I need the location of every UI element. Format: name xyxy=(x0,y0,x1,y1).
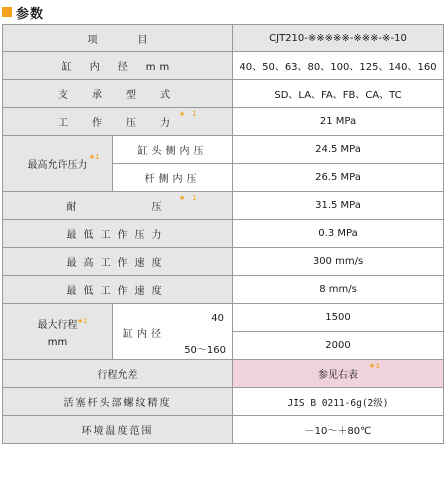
min-speed-label: 最低工作速度 xyxy=(3,276,233,304)
max-pressure-group-cell xyxy=(3,136,113,192)
temperature-label: 环境温度范围 xyxy=(3,416,233,444)
table-row xyxy=(3,388,444,416)
rod-side-pressure-value: 26.5 MPa xyxy=(233,164,444,192)
stroke-tolerance-cell xyxy=(233,360,444,388)
bore-value: 40、50、63、80、100、125、140、160 xyxy=(233,52,444,80)
header-item-cell xyxy=(3,25,233,52)
section-title: 参数 xyxy=(16,6,45,22)
orange-square-icon xyxy=(2,7,12,17)
table-row xyxy=(3,276,444,304)
max-speed-label: 最高工作速度 xyxy=(3,248,233,276)
stroke-bore-label: 缸内径 xyxy=(123,329,165,340)
table-row xyxy=(3,52,444,80)
rod-side-pressure-label: 杆侧内压 xyxy=(113,164,233,192)
min-pressure-value: 0.3 MPa xyxy=(233,220,444,248)
note-star-1: ★1 xyxy=(179,194,204,202)
table-row xyxy=(3,220,444,248)
parameter-table xyxy=(2,24,444,444)
working-pressure-label: 工 作 压 力 xyxy=(58,118,177,129)
stroke-tolerance-label: 行程允差 xyxy=(3,360,233,388)
note-star-1: ★1 xyxy=(179,110,204,118)
table-header-row xyxy=(3,25,444,52)
section-header xyxy=(2,2,44,22)
thread-precision-label: 活塞杆头部螺纹精度 xyxy=(3,388,233,416)
table-row xyxy=(3,360,444,388)
proof-pressure-label: 耐 压 xyxy=(66,202,169,213)
working-pressure-cell xyxy=(3,108,233,136)
stroke-bore-small: 40 xyxy=(211,313,224,324)
working-pressure-value: 21 MPa xyxy=(233,108,444,136)
stroke-bore-cell xyxy=(113,304,233,360)
proof-pressure-value: 31.5 MPa xyxy=(233,192,444,220)
mount-value: SD、LA、FA、FB、CA、TC xyxy=(233,80,444,108)
mount-label: 支 承 型 式 xyxy=(3,80,233,108)
header-model-cell xyxy=(233,25,444,52)
note-star-3: ★3 xyxy=(369,362,380,370)
note-star-2: ★2 xyxy=(77,317,88,325)
proof-pressure-cell xyxy=(3,192,233,220)
min-pressure-label: 最低工作压力 xyxy=(3,220,233,248)
max-pressure-group-label: 最高允许压力 xyxy=(27,160,88,171)
stroke-value-small-bore: 1500 xyxy=(233,304,444,332)
table-row xyxy=(3,136,444,164)
temperature-value: －10～＋80℃ xyxy=(233,416,444,444)
head-side-pressure-value: 24.5 MPa xyxy=(233,136,444,164)
stroke-value-large-bore: 2000 xyxy=(233,332,444,360)
header-item-label: 项 目 xyxy=(87,34,148,46)
model-code: CJT210-※※※※※-※※※-※-10 xyxy=(269,32,407,44)
bore-label: 缸 内 径 mm xyxy=(3,52,233,80)
min-speed-value: 8 mm/s xyxy=(233,276,444,304)
stroke-tolerance-value: 参见右表 xyxy=(318,370,358,381)
max-stroke-group-label: 最大行程 xyxy=(37,319,78,331)
note-star-1: ★1 xyxy=(89,153,100,161)
head-side-pressure-label: 缸头侧内压 xyxy=(113,136,233,164)
thread-precision-value: JIS B 0211-6g(2级) xyxy=(233,388,444,416)
table-row xyxy=(3,416,444,444)
max-stroke-unit: mm xyxy=(47,336,68,348)
table-row xyxy=(3,108,444,136)
stroke-bore-large: 50～160 xyxy=(184,345,226,356)
table-row xyxy=(3,80,444,108)
table-row xyxy=(3,248,444,276)
table-row xyxy=(3,192,444,220)
max-speed-value: 300 mm/s xyxy=(233,248,444,276)
table-row xyxy=(3,304,444,332)
max-stroke-group-cell xyxy=(3,304,113,360)
